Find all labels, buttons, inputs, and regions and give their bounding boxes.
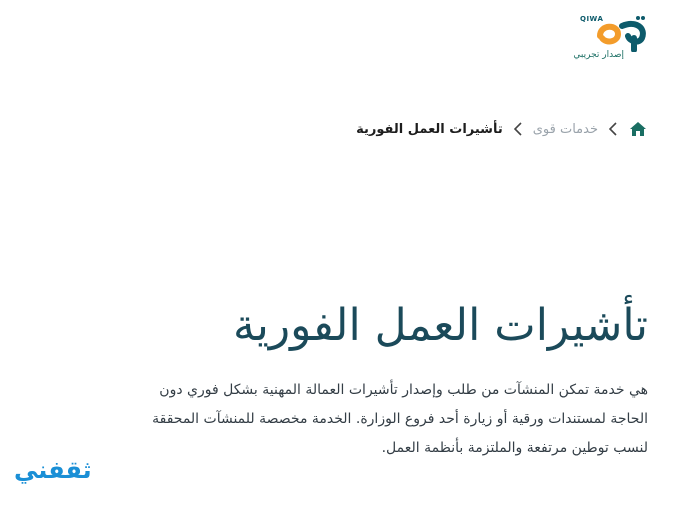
breadcrumb-home[interactable] (628, 119, 648, 139)
breadcrumb-item-current: تأشيرات العمل الفورية (356, 121, 503, 137)
service-description: هي خدمة تمكن المنشآت من طلب وإصدار تأشيرات العمالة المهنية بشكل فوري دون الحاجة لمستندات ورقية أو زيارة أحد فروع الوزارة. الخدمة مخصصة للمنشآت المحققة لنسب توطين مرتفعة والملتزمة بأنظمة العمل. (152, 382, 648, 456)
breadcrumb (356, 118, 648, 140)
logo-english-text: QIWA (580, 15, 604, 23)
breadcrumb-item-qiwa-services[interactable]: خدمات قوى (532, 121, 598, 137)
watermark-logo: ثقفني (14, 456, 92, 484)
logo-subtitle: إصدار تجريبي (573, 50, 624, 60)
chevron-left-icon (511, 121, 525, 137)
qiwa-logo[interactable] (566, 12, 650, 62)
home-icon (629, 121, 647, 137)
chevron-left-icon (606, 121, 620, 137)
page-title: تأشيرات العمل الفورية (232, 300, 648, 351)
qiwa-mark-icon (592, 12, 650, 52)
